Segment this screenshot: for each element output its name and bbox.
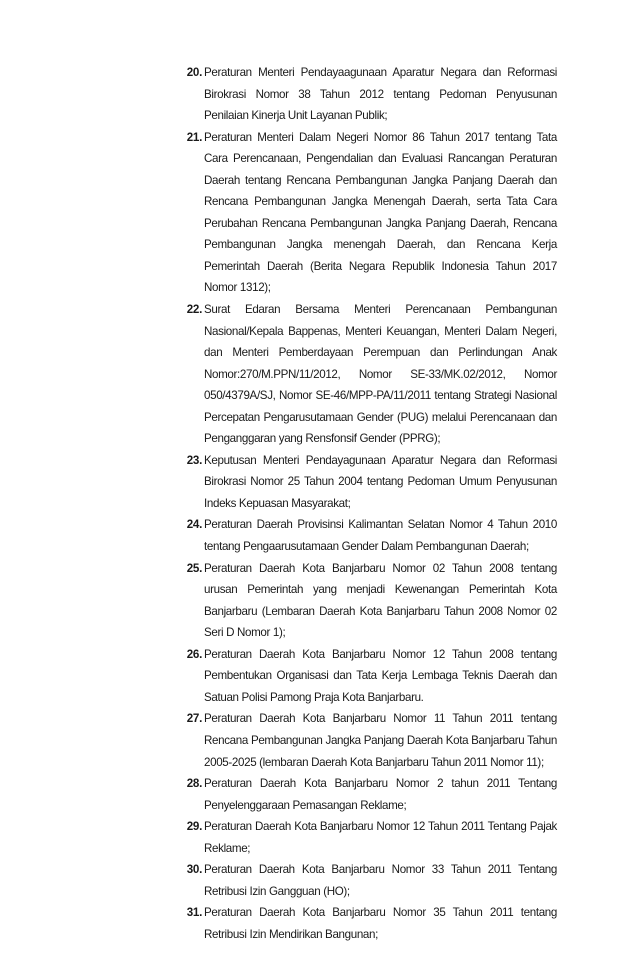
item-number: 27. bbox=[186, 712, 202, 726]
list-item bbox=[180, 644, 557, 709]
item-number: 29. bbox=[186, 820, 202, 834]
item-text: Peraturan Daerah Kota Banjarbaru Nomor 2 tahun 2011 Tentang Penyelenggaraan Pemasangan Reklame; bbox=[204, 777, 557, 812]
item-number: 26. bbox=[186, 647, 202, 661]
list-item bbox=[180, 127, 557, 299]
item-text: Peraturan Daerah Provisinsi Kalimantan Selatan Nomor 4 Tahun 2010 tentang Pengaarusutamaan Gender Dalam Pembangunan Daerah; bbox=[204, 518, 557, 554]
item-number: 21. bbox=[186, 130, 202, 144]
item-text: Peraturan Daerah Kota Banjarbaru Nomor 33 Tahun 2011 Tentang Retribusi Izin Gangguan (HO); bbox=[204, 863, 557, 898]
item-number: 22. bbox=[186, 303, 202, 317]
list-item bbox=[180, 859, 557, 902]
item-number: 30. bbox=[186, 863, 202, 877]
item-text: Surat Edaran Bersama Menteri Perencanaan Pembangunan Nasional/Kepala Bappenas, Menteri Keuangan, Menteri Dalam Negeri, dan Menteri Pemberdayaan Perempuan dan Perlindungan Anak Nomor:270/M.PPN/11/2012, Nomor SE-33/MK.02/2012, Nomor 050/4379A/SJ, Nomor SE-46/MPP-PA/11/2011 tentang Strategi Nasional Percepatan Pengarusutamaan Gender (PUG) melalui Perencanaan dan Penganggaran yang Rensfonsif Gender (PPRG); bbox=[204, 303, 557, 446]
list-item bbox=[180, 299, 557, 450]
item-text: Peraturan Daerah Kota Banjarbaru Nomor 02 Tahun 2008 tentang urusan Pemerintah yang menjadi Kewenangan Pemerintah Kota Banjarbaru (Lembaran Daerah Kota Banjarbaru Tahun 2008 Nomor 02 Seri D Nomor 1); bbox=[204, 561, 557, 640]
list-item bbox=[180, 708, 557, 773]
item-text: Peraturan Menteri Pendayaagunaan Aparatur Negara dan Reformasi Birokrasi Nomor 38 Tahun 2012 tentang Pedoman Penyusunan Penilaian Kinerja Unit Layanan Publik; bbox=[204, 66, 557, 123]
item-number: 25. bbox=[186, 561, 202, 575]
item-number: 23. bbox=[186, 453, 202, 467]
list-item bbox=[180, 558, 557, 644]
item-text: Peraturan Menteri Dalam Negeri Nomor 86 Tahun 2017 tentang Tata Cara Perencanaan, Pengendalian dan Evaluasi Rancangan Peraturan Daerah tentang Rencana Pembangunan Jangka Panjang Daerah dan Rencana Pembangunan Jangka Menengah Daerah, serta Tata Cara Perubahan Rencana Pembangunan Jangka Panjang Daerah, Rencana Pembangunan Jangka menengah Daerah, dan Rencana Kerja Pemerintah Daerah (Berita Negara Republik Indonesia Tahun 2017 Nomor 1312); bbox=[204, 130, 557, 295]
item-text: Keputusan Menteri Pendayagunaan Aparatur Negara dan Reformasi Birokrasi Nomor 25 Tahun 2004 tentang Pedoman Umum Penyusunan Indeks Kepuasan Masyarakat; bbox=[204, 453, 557, 510]
item-text: Peraturan Daerah Kota Banjarbaru Nomor 35 Tahun 2011 tentang Retribusi Izin Mendirikan Bangunan; bbox=[204, 906, 557, 941]
item-number: 31. bbox=[186, 906, 202, 920]
list-item bbox=[180, 902, 557, 945]
item-text: Peraturan Daerah Kota Banjarbaru Nomor 11 Tahun 2011 tentang Rencana Pembangunan Jangka Panjang Daerah Kota Banjarbaru Tahun 2005-2025 (lembaran Daerah Kota Banjarbaru Tahun 2011 Nomor 11); bbox=[204, 712, 557, 769]
item-text: Peraturan Daerah Kota Banjarbaru Nomor 12 Tahun 2008 tentang Pembentukan Organisasi dan Tata Kerja Lembaga Teknis Daerah dan Satuan Polisi Pamong Praja Kota Banjarbaru. bbox=[204, 647, 557, 704]
item-number: 24. bbox=[186, 518, 202, 532]
item-text: Peraturan Daerah Kota Banjarbaru Nomor 12 Tahun 2011 Tentang Pajak Reklame; bbox=[204, 820, 557, 855]
item-number: 28. bbox=[186, 777, 202, 791]
list-item bbox=[180, 816, 557, 859]
list-item bbox=[180, 514, 557, 557]
list-item bbox=[180, 773, 557, 816]
regulation-list bbox=[180, 62, 557, 945]
list-item bbox=[180, 62, 557, 127]
item-number: 20. bbox=[186, 66, 202, 79]
list-item bbox=[180, 450, 557, 515]
